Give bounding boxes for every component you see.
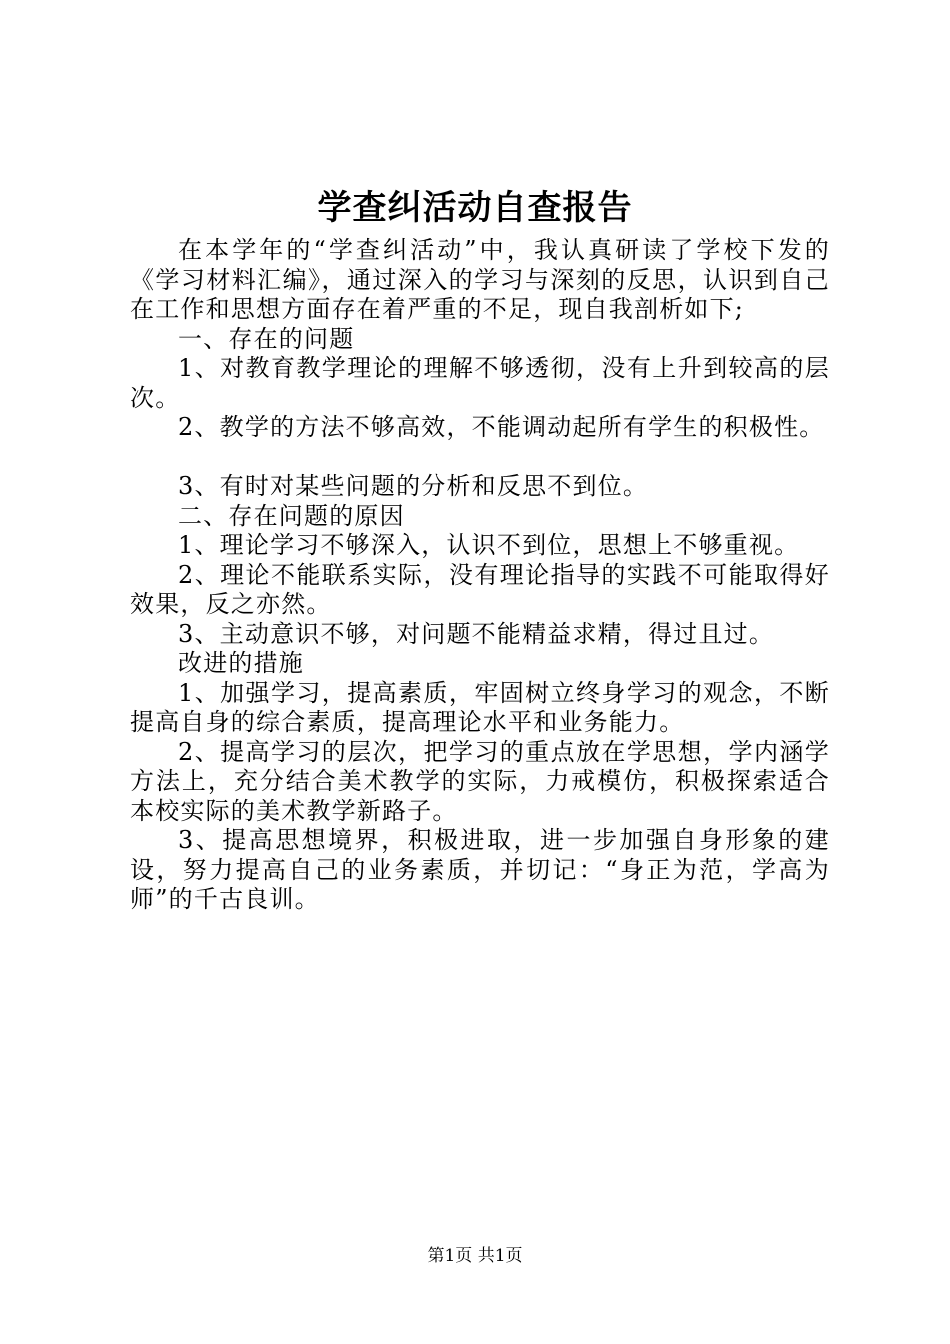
paragraph-cause-2: 2、理论不能联系实际，没有理论指导的实践不可能取得好效果，反之亦然。 [130,560,830,618]
paragraph-problem-2: 2、教学的方法不够高效，不能调动起所有学生的积极性。 [178,413,825,441]
paragraph-problem-3: 3、有时对某些问题的分析和反思不到位。 [178,472,649,500]
page-footer: 第1页 共1页 [427,1246,523,1266]
paragraph-intro: 在本学年的“学查纠活动”中，我认真研读了学校下发的《学习材料汇编》，通过深入的学习与深刻的反思，认识到自己在工作和思想方面存在着严重的不足，现自我剖析如下; [130,236,830,323]
document-title: 学查纠活动自查报告 [317,188,633,228]
heading-measures: 改进的措施 [178,649,304,677]
paragraph-cause-1: 1、理论学习不够深入，认识不到位，思想上不够重视。 [178,531,800,559]
paragraph-problem-1: 1、对教育教学理论的理解不够透彻，没有上升到较高的层次。 [130,354,830,412]
paragraph-cause-3: 3、主动意识不够，对问题不能精益求精，得过且过。 [178,619,775,648]
paragraph-measure-2: 2、提高学习的层次，把学习的重点放在学思想，学内涵学方法上，充分结合美术教学的实际，力戒模仿，积极探索适合本校实际的美术教学新路子。 [130,737,830,825]
paragraph-measure-1: 1、加强学习，提高素质，牢固树立终身学习的观念，不断提高自身的综合素质，提高理论水平和业务能力。 [130,678,830,736]
document-body [130,236,830,915]
heading-causes: 二、存在问题的原因 [178,501,405,530]
paragraph-measure-3: 3、提高思想境界，积极进取，进一步加强自身形象的建设，努力提高自己的业务素质，并切记：“身正为范，学高为师”的千古良训。 [130,826,830,913]
heading-problems: 一、存在的问题 [178,324,355,353]
